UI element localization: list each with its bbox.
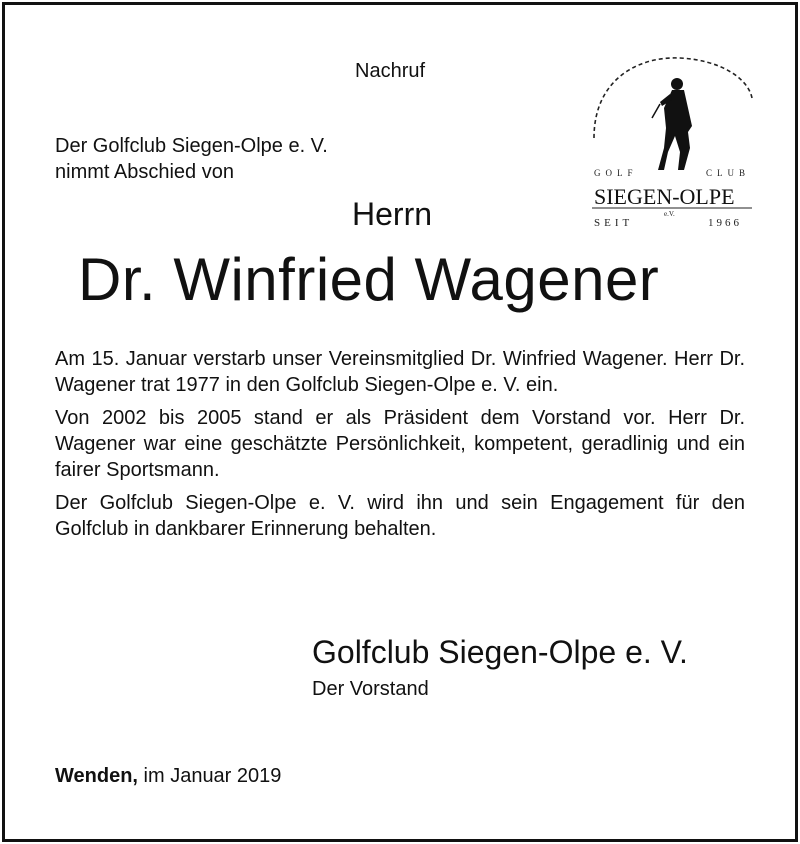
logo-year-text: 1966 [708,217,742,229]
paragraph-2: Von 2002 bis 2005 stand er als Präsident dem Vorstand vor. Herr Dr. Wagener war eine geschätzte Persönlichkeit, kompetent, geradlinig und ein fairer Sportsmann. [55,407,745,481]
place-date [55,765,281,788]
obituary-body [55,346,745,549]
intro-line-2: nimmt Abschied von [55,161,234,183]
paragraph-3: Der Golfclub Siegen-Olpe e. V. wird ihn und sein Engagement für den Golfclub in dankbarer Erinnerung behalten. [55,492,745,540]
paragraph-1: Am 15. Januar verstarb unser Vereinsmitglied Dr. Winfried Wagener. Herr Dr. Wagener trat 1977 in den Golfclub Siegen-Olpe e. V. ein. [55,348,745,396]
logo-name-text: SIEGEN-OLPE [594,184,735,209]
logo-ev-text: e.V. [664,210,675,218]
golfer-icon [658,78,692,170]
intro-line-1: Der Golfclub Siegen-Olpe e. V. [55,135,328,157]
golf-club-line [652,104,660,118]
intro-text [55,133,328,185]
date-text: im Januar 2019 [143,765,282,787]
golfclub-logo [580,48,760,238]
signature-department: Der Vorstand [312,678,429,700]
signature-organization: Golfclub Siegen-Olpe e. V. [312,634,688,670]
deceased-name: Dr. Winfried Wagener [78,246,660,313]
logo-club-text: CLUB [706,168,751,178]
salutation: Herrn [352,196,433,232]
logo-golf-text: GOLF [594,168,638,178]
logo-seit-text: SEIT [594,217,634,229]
place-name: Wenden, [55,765,138,787]
notice-heading: Nachruf [355,60,426,82]
